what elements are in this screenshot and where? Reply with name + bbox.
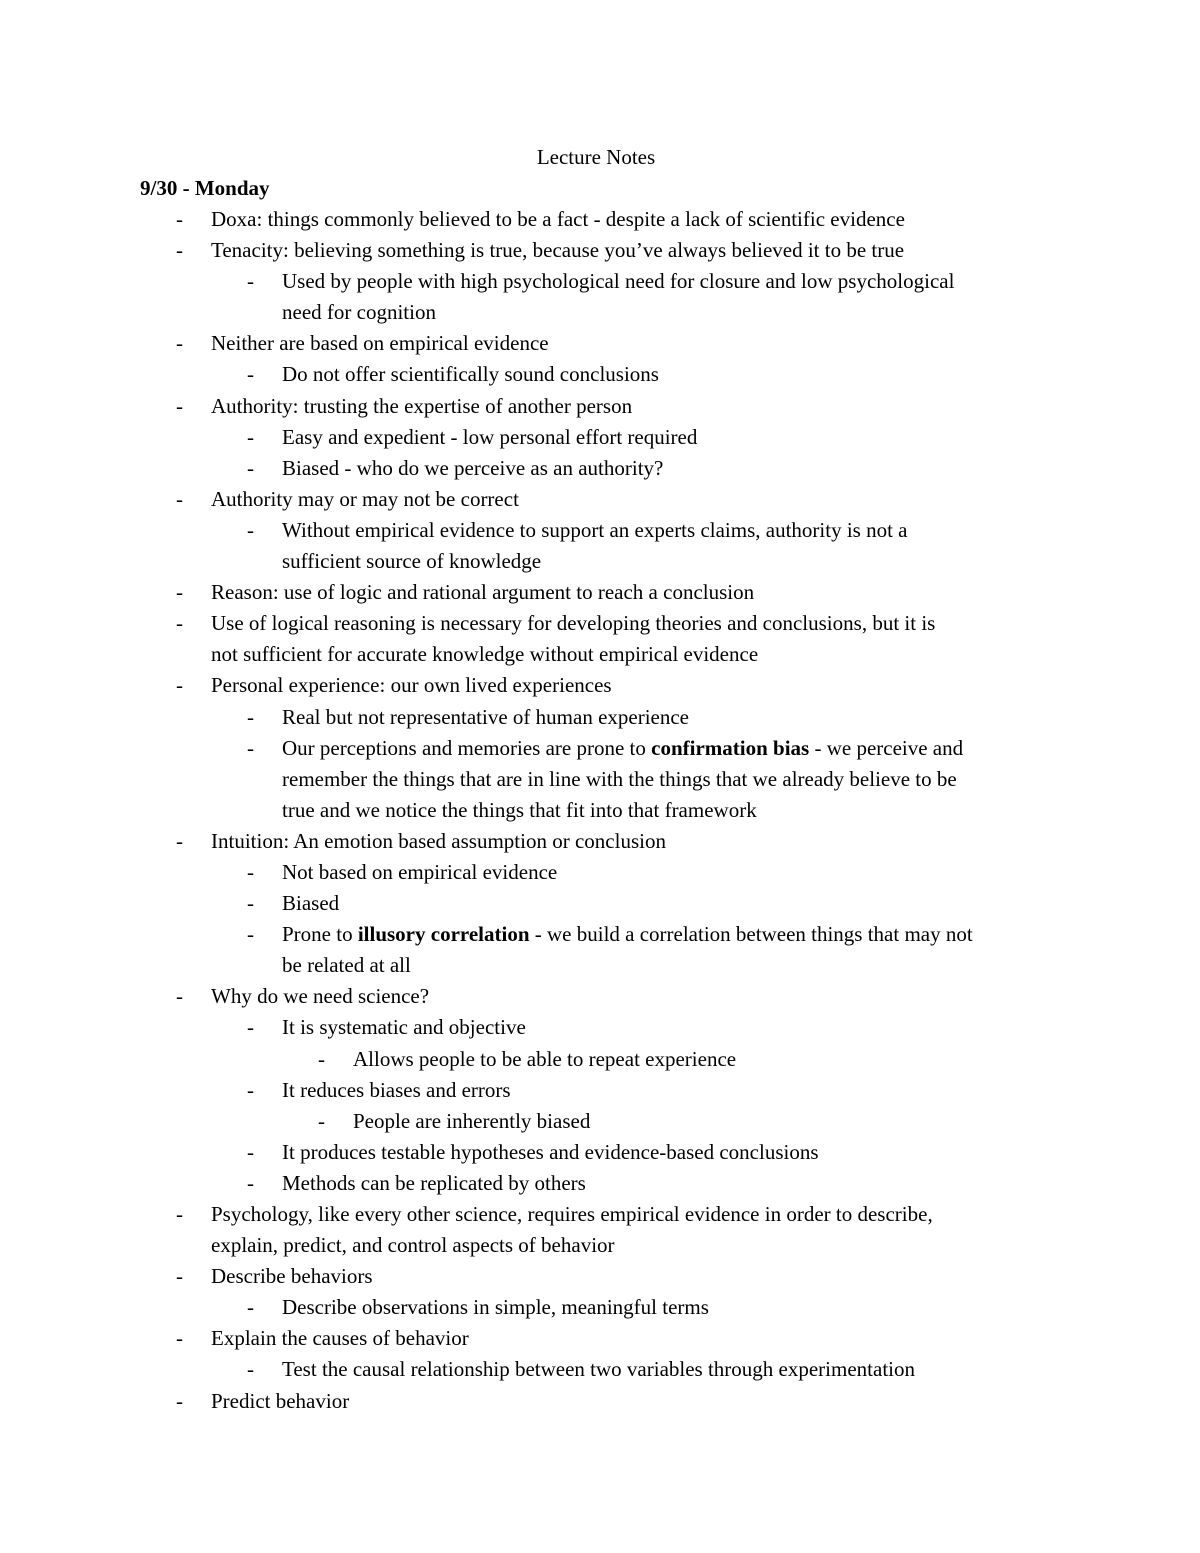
note-line xyxy=(0,1199,1200,1230)
note-line xyxy=(0,391,1200,422)
note-segment: Methods can be replicated by others xyxy=(282,1170,586,1195)
note-line xyxy=(0,1386,1200,1417)
bullet-dash: - xyxy=(318,1046,325,1071)
note-text xyxy=(211,1230,615,1261)
bullet-dash: - xyxy=(247,891,254,916)
note-text xyxy=(211,981,429,1012)
note-text xyxy=(211,670,612,701)
note-text xyxy=(211,826,666,857)
note-segment: Authority: trusting the expertise of another person xyxy=(211,393,633,418)
note-line xyxy=(0,795,1200,826)
note-text xyxy=(282,266,954,297)
note-segment: Explain the causes of behavior xyxy=(211,1326,469,1351)
note-segment: Why do we need science? xyxy=(211,984,430,1009)
note-text xyxy=(211,1323,469,1354)
bullet-dash: - xyxy=(176,828,183,853)
bullet-dash: - xyxy=(318,1108,325,1133)
note-line xyxy=(0,266,1200,297)
note-segment: Describe behaviors xyxy=(211,1264,373,1289)
note-segment: It produces testable hypotheses and evidence-based conclusions xyxy=(282,1139,819,1164)
note-text xyxy=(211,1386,349,1417)
note-segment: Allows people to be able to repeat experience xyxy=(353,1046,737,1071)
bold-term: illusory correlation xyxy=(357,922,530,947)
note-segment: Tenacity: believing something is true, because you’ve always believed it to be true xyxy=(211,238,905,263)
note-segment: It reduces biases and errors xyxy=(282,1077,511,1102)
bullet-dash: - xyxy=(247,1170,254,1195)
note-text xyxy=(282,733,963,764)
note-segment: Our perceptions and memories are prone to xyxy=(282,735,652,760)
note-line xyxy=(0,826,1200,857)
note-text xyxy=(211,1261,373,1292)
note-text xyxy=(353,1106,590,1137)
note-segment: - we perceive and xyxy=(809,735,964,760)
note-line xyxy=(0,204,1200,235)
note-line xyxy=(0,670,1200,701)
note-text xyxy=(211,328,549,359)
note-segment: not sufficient for accurate knowledge without empirical evidence xyxy=(211,642,759,667)
note-text xyxy=(211,204,905,235)
bullet-dash: - xyxy=(176,611,183,636)
note-text xyxy=(282,546,541,577)
note-line xyxy=(0,608,1200,639)
note-line xyxy=(0,981,1200,1012)
note-line xyxy=(0,1168,1200,1199)
note-line xyxy=(0,515,1200,546)
bold-term: confirmation bias xyxy=(651,735,810,760)
note-text xyxy=(282,1354,915,1385)
note-text xyxy=(282,1075,511,1106)
note-segment: Use of logical reasoning is necessary for developing theories and conclusions, but it is xyxy=(211,611,936,636)
page-title: Lecture Notes xyxy=(536,145,656,169)
note-line xyxy=(0,639,1200,670)
bullet-dash: - xyxy=(176,207,183,231)
note-segment: Authority may or may not be correct xyxy=(211,486,519,511)
bullet-dash: - xyxy=(176,1388,183,1413)
note-segment: Psychology, like every other science, requires empirical evidence in order to describe, xyxy=(211,1202,933,1226)
note-segment: sufficient source of knowledge xyxy=(282,549,542,574)
note-segment: Neither are based on empirical evidence xyxy=(211,331,549,356)
note-segment: People are inherently biased xyxy=(353,1108,591,1133)
date-heading: 9/30 - Monday xyxy=(140,176,270,200)
note-text xyxy=(282,1137,819,1168)
note-text xyxy=(282,888,339,919)
note-text xyxy=(282,919,973,950)
note-segment: Test the causal relationship between two variables through experimentation xyxy=(282,1357,915,1382)
note-line xyxy=(0,484,1200,515)
note-line xyxy=(0,1044,1200,1075)
note-line xyxy=(0,359,1200,390)
note-text xyxy=(282,297,436,328)
bullet-dash: - xyxy=(176,673,183,698)
notes-list xyxy=(0,204,1200,1417)
note-text xyxy=(282,359,659,390)
note-text xyxy=(282,702,689,733)
bullet-dash: - xyxy=(247,859,254,884)
bullet-dash: - xyxy=(176,393,183,418)
bullet-dash: - xyxy=(176,1202,183,1226)
bullet-dash: - xyxy=(176,331,183,356)
note-text xyxy=(211,235,904,266)
bullet-dash: - xyxy=(247,269,254,294)
note-segment: Used by people with high psychological need for closure and low psychological xyxy=(282,269,955,294)
bullet-dash: - xyxy=(247,362,254,387)
note-segment: explain, predict, and control aspects of behavior xyxy=(211,1233,615,1258)
bullet-dash: - xyxy=(247,455,254,480)
note-line xyxy=(0,546,1200,577)
bullet-dash: - xyxy=(247,922,254,947)
bullet-dash: - xyxy=(247,1077,254,1102)
note-segment: Doxa: things commonly believed to be a fact - despite a lack of scientific evidence xyxy=(211,207,905,231)
note-line xyxy=(0,857,1200,888)
note-line xyxy=(0,1354,1200,1385)
note-text xyxy=(353,1044,736,1075)
note-line xyxy=(0,1292,1200,1323)
note-segment: Easy and expedient - low personal effort required xyxy=(282,424,698,449)
note-text xyxy=(282,453,663,484)
note-text xyxy=(211,484,519,515)
note-segment: true and we notice the things that fit into that framework xyxy=(282,797,757,822)
note-text xyxy=(282,795,757,826)
note-segment: Describe observations in simple, meaningful terms xyxy=(282,1295,709,1320)
note-line xyxy=(0,950,1200,981)
note-line xyxy=(0,1323,1200,1354)
note-line xyxy=(0,328,1200,359)
bullet-dash: - xyxy=(247,1139,254,1164)
note-text xyxy=(282,1012,526,1043)
note-text xyxy=(211,1199,933,1230)
note-line xyxy=(0,297,1200,328)
bullet-dash: - xyxy=(176,984,183,1009)
note-text xyxy=(282,857,557,888)
bullet-dash: - xyxy=(176,1326,183,1351)
bullet-dash: - xyxy=(247,517,254,542)
bullet-dash: - xyxy=(247,1295,254,1320)
note-text xyxy=(211,639,758,670)
bullet-dash: - xyxy=(176,1264,183,1289)
bullet-dash: - xyxy=(176,580,183,605)
note-text xyxy=(282,1292,709,1323)
bullet-dash: - xyxy=(247,704,254,729)
note-segment: Without empirical evidence to support an experts claims, authority is not a xyxy=(282,517,908,542)
note-text xyxy=(282,764,957,795)
note-line xyxy=(0,1261,1200,1292)
note-segment: Biased - who do we perceive as an authority? xyxy=(282,455,664,480)
bullet-dash: - xyxy=(247,735,254,760)
bullet-dash: - xyxy=(247,1357,254,1382)
note-segment: - we build a correlation between things that may not xyxy=(529,922,973,947)
note-text xyxy=(282,422,697,453)
note-segment: remember the things that are in line with the things that we already believe to be xyxy=(282,766,957,791)
bullet-dash: - xyxy=(247,1015,254,1040)
note-text xyxy=(282,1168,586,1199)
note-line xyxy=(0,919,1200,950)
note-line xyxy=(0,1137,1200,1168)
note-line xyxy=(0,764,1200,795)
note-segment: Personal experience: our own lived experiences xyxy=(211,673,612,698)
note-text xyxy=(211,608,935,639)
note-segment: Intuition: An emotion based assumption or conclusion xyxy=(211,828,666,853)
note-line xyxy=(0,235,1200,266)
note-text xyxy=(282,950,411,981)
note-segment: need for cognition xyxy=(282,300,436,325)
note-line xyxy=(0,453,1200,484)
bullet-dash: - xyxy=(176,238,183,263)
note-text xyxy=(211,577,754,608)
note-line xyxy=(0,888,1200,919)
note-line xyxy=(0,733,1200,764)
note-segment: Predict behavior xyxy=(211,1388,350,1413)
note-line xyxy=(0,422,1200,453)
note-segment: Prone to xyxy=(282,922,358,947)
note-text xyxy=(211,391,632,422)
note-segment: Biased xyxy=(282,891,340,916)
note-segment: Do not offer scientifically sound conclusions xyxy=(282,362,659,387)
note-segment: It is systematic and objective xyxy=(282,1015,526,1040)
note-line xyxy=(0,1075,1200,1106)
note-line xyxy=(0,1230,1200,1261)
note-text xyxy=(282,515,908,546)
bullet-dash: - xyxy=(176,486,183,511)
note-line xyxy=(0,1106,1200,1137)
note-line xyxy=(0,702,1200,733)
note-line xyxy=(0,1012,1200,1043)
note-segment: Not based on empirical evidence xyxy=(282,859,558,884)
note-segment: Real but not representative of human experience xyxy=(282,704,689,729)
note-segment: Reason: use of logic and rational argument to reach a conclusion xyxy=(211,580,755,605)
note-line xyxy=(0,577,1200,608)
bullet-dash: - xyxy=(247,424,254,449)
note-segment: be related at all xyxy=(282,953,411,978)
